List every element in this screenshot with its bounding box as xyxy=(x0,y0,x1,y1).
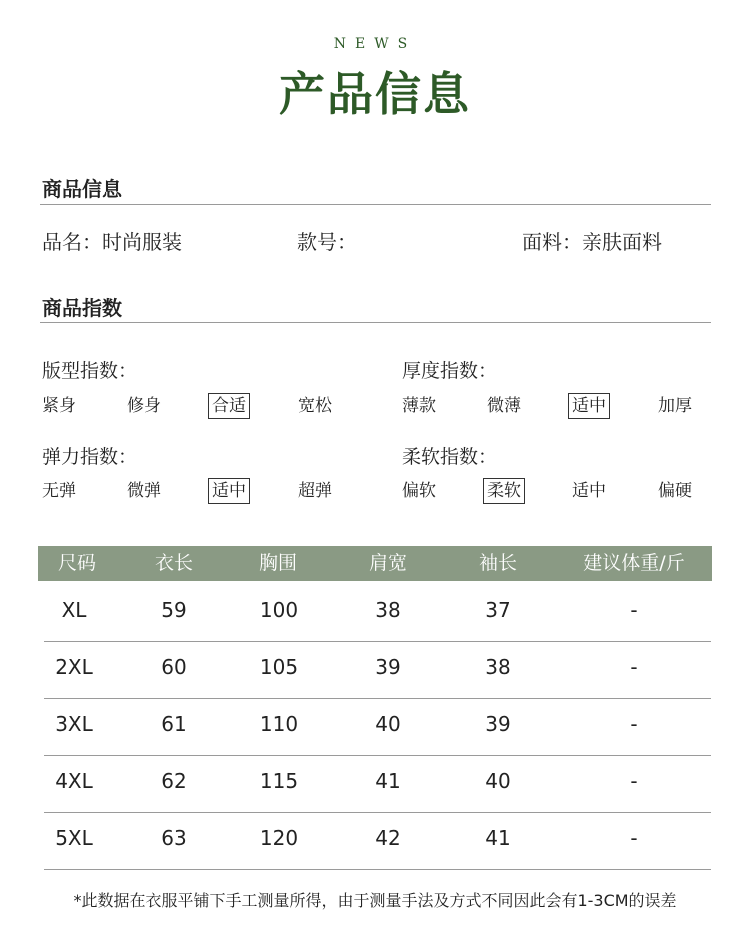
table-cell: 110 xyxy=(259,712,299,736)
table-cell: XL xyxy=(61,598,87,622)
table-cell: - xyxy=(630,598,638,622)
table-cell: 5XL xyxy=(55,826,93,850)
table-cell: 61 xyxy=(161,712,187,736)
softness-option: 偏硬 xyxy=(658,481,692,501)
table-header-cell: 建议体重/斤 xyxy=(583,552,685,574)
product-index-heading: 商品指数 xyxy=(42,296,122,320)
fit-option: 修身 xyxy=(127,396,161,416)
index-label-fit: 版型指数： xyxy=(42,360,138,382)
table-cell: 59 xyxy=(161,598,187,622)
table-cell: 105 xyxy=(259,655,299,679)
index-label-elasticity: 弹力指数： xyxy=(42,446,138,468)
row-divider xyxy=(44,869,711,870)
index-label-thickness: 厚度指数： xyxy=(402,360,498,382)
thickness-option: 加厚 xyxy=(658,396,692,416)
product-info-divider xyxy=(40,204,711,205)
fit-option: 宽松 xyxy=(298,396,332,416)
table-header-cell: 胸围 xyxy=(258,552,298,574)
table-cell: 3XL xyxy=(55,712,93,736)
table-cell: 40 xyxy=(375,712,401,736)
table-row xyxy=(44,699,711,756)
table-row xyxy=(44,642,711,699)
table-row xyxy=(44,585,711,642)
table-cell: - xyxy=(630,826,638,850)
table-header-cell: 尺码 xyxy=(57,552,97,574)
thickness-option: 微薄 xyxy=(487,396,521,416)
table-row xyxy=(44,813,711,870)
softness-option-selected: 柔软 xyxy=(483,478,525,504)
product-info-heading: 商品信息 xyxy=(42,177,122,201)
table-cell: 2XL xyxy=(55,655,93,679)
table-cell: 100 xyxy=(259,598,299,622)
table-cell: 41 xyxy=(375,769,401,793)
table-row xyxy=(44,756,711,813)
table-cell: 60 xyxy=(161,655,187,679)
fit-option: 紧身 xyxy=(42,396,76,416)
style-number: 款号： xyxy=(297,230,357,254)
product-index-divider xyxy=(40,322,711,323)
table-cell: 62 xyxy=(161,769,187,793)
thickness-option-selected: 适中 xyxy=(568,393,610,419)
elasticity-option-selected: 适中 xyxy=(208,478,250,504)
elasticity-option: 无弹 xyxy=(42,481,76,501)
table-cell: 39 xyxy=(485,712,511,736)
fabric: 面料：亲肤面料 xyxy=(522,230,662,254)
table-header xyxy=(38,546,712,581)
table-cell: 115 xyxy=(259,769,299,793)
table-cell: 42 xyxy=(375,826,401,850)
table-cell: 4XL xyxy=(55,769,93,793)
softness-option: 适中 xyxy=(572,481,606,501)
elasticity-option: 微弹 xyxy=(127,481,161,501)
news-label: NEWS xyxy=(333,36,417,52)
table-header-cell: 肩宽 xyxy=(368,552,408,574)
table-header-cell: 衣长 xyxy=(154,552,194,574)
table-cell: - xyxy=(630,769,638,793)
table-cell: 40 xyxy=(485,769,511,793)
softness-option: 偏软 xyxy=(402,481,436,501)
thickness-option: 薄款 xyxy=(402,396,436,416)
table-cell: 63 xyxy=(161,826,187,850)
product-name: 品名：时尚服装 xyxy=(42,230,182,254)
table-cell: - xyxy=(630,655,638,679)
table-cell: 38 xyxy=(375,598,401,622)
page-title: 产品信息 xyxy=(279,67,471,121)
table-header-cell: 袖长 xyxy=(478,552,518,574)
table-cell: 39 xyxy=(375,655,401,679)
elasticity-option: 超弹 xyxy=(298,481,332,501)
measurement-footnote: *此数据在衣服平铺下手工测量所得，由于测量手法及方式不同因此会有1-3CM的误差 xyxy=(73,891,677,910)
table-cell: 38 xyxy=(485,655,511,679)
table-cell: - xyxy=(630,712,638,736)
table-cell: 120 xyxy=(259,826,299,850)
table-cell: 37 xyxy=(485,598,511,622)
fit-option-selected: 合适 xyxy=(208,393,250,419)
index-label-softness: 柔软指数： xyxy=(402,446,498,468)
table-cell: 41 xyxy=(485,826,511,850)
